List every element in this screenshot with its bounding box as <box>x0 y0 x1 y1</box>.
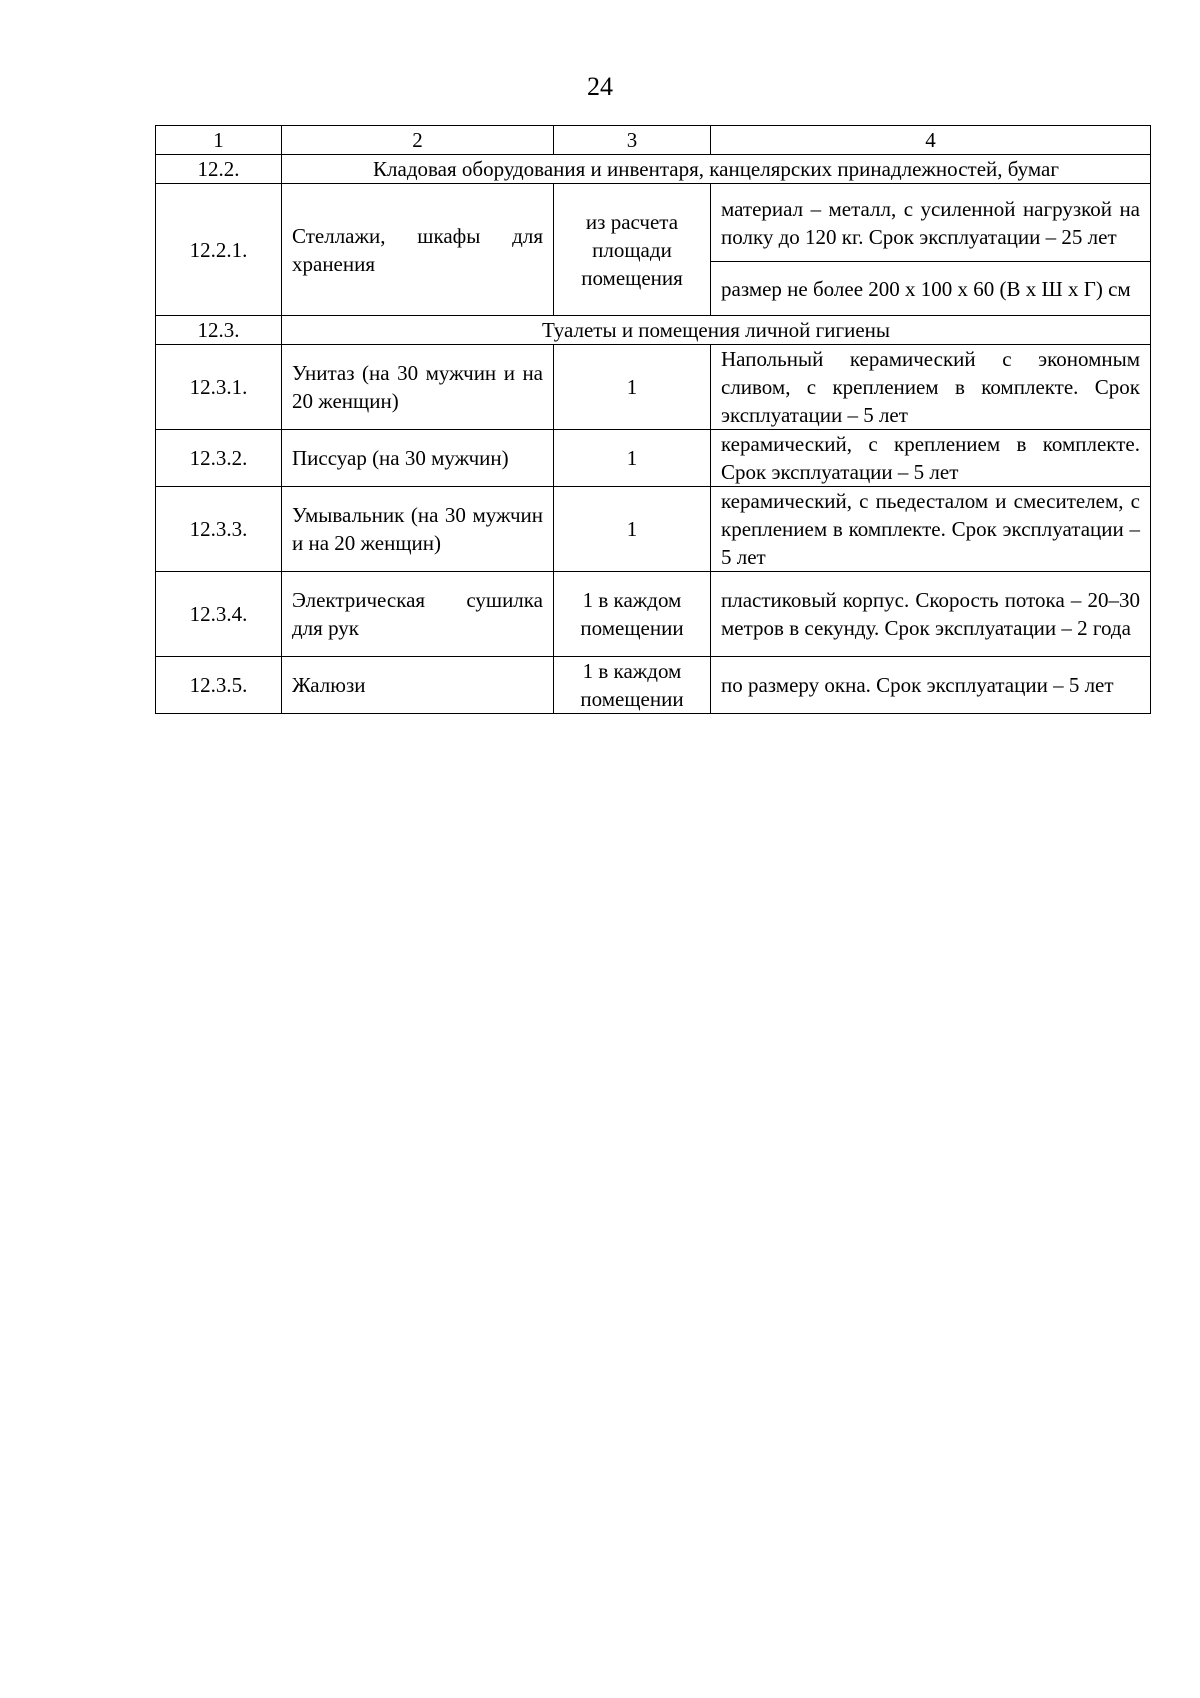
item-description: пластиковый корпус. Скорость потока – 20–30 метров в секунду. Срок эксплуатации – 2 года <box>711 572 1151 657</box>
item-name: Электрическая сушилка для рук <box>282 572 554 657</box>
section-row <box>156 316 1151 345</box>
item-description: керамический, с пьедесталом и смесителем, с креплением в комплекте. Срок эксплуатации – 5 лет <box>711 487 1151 572</box>
section-number: 12.2. <box>156 155 282 184</box>
column-header-2: 2 <box>282 126 554 155</box>
table-header-row <box>156 126 1151 155</box>
item-description: по размеру окна. Срок эксплуатации – 5 лет <box>711 657 1151 714</box>
item-quantity: из расчета площади помещения <box>554 184 711 316</box>
item-name: Унитаз (на 30 мужчин и на 20 женщин) <box>282 345 554 430</box>
table-row <box>156 345 1151 430</box>
item-description: Напольный керамический с экономным сливом, с креплением в комплекте. Срок эксплуатации – 5 лет <box>711 345 1151 430</box>
section-title: Туалеты и помещения личной гигиены <box>282 316 1151 345</box>
item-name: Жалюзи <box>282 657 554 714</box>
item-number: 12.3.4. <box>156 572 282 657</box>
table-row <box>156 487 1151 572</box>
item-number: 12.3.2. <box>156 430 282 487</box>
section-number: 12.3. <box>156 316 282 345</box>
section-row <box>156 155 1151 184</box>
table-row <box>156 657 1151 714</box>
item-name: Умывальник (на 30 мужчин и на 20 женщин) <box>282 487 554 572</box>
item-description: материал – металл, с усиленной нагрузкой на полку до 120 кг. Срок эксплуатации – 25 лет <box>711 184 1151 262</box>
column-header-1: 1 <box>156 126 282 155</box>
item-quantity: 1 в каждом помещении <box>554 657 711 714</box>
table-row <box>156 430 1151 487</box>
item-number: 12.3.3. <box>156 487 282 572</box>
item-name: Стеллажи, шкафы для хранения <box>282 184 554 316</box>
item-number: 12.3.1. <box>156 345 282 430</box>
table-row <box>156 184 1151 262</box>
table-row <box>156 572 1151 657</box>
item-number: 12.2.1. <box>156 184 282 316</box>
item-name: Писсуар (на 30 мужчин) <box>282 430 554 487</box>
item-quantity: 1 <box>554 430 711 487</box>
column-header-3: 3 <box>554 126 711 155</box>
item-quantity: 1 <box>554 345 711 430</box>
item-number: 12.3.5. <box>156 657 282 714</box>
item-quantity: 1 в каждом помещении <box>554 572 711 657</box>
item-description: керамический, с креплением в комплекте. Срок эксплуатации – 5 лет <box>711 430 1151 487</box>
item-description: размер не более 200 x 100 x 60 (В x Ш x Г) см <box>711 262 1151 316</box>
column-header-4: 4 <box>711 126 1151 155</box>
section-title: Кладовая оборудования и инвентаря, канцелярских принадлежностей, бумаг <box>282 155 1151 184</box>
equipment-table <box>155 125 1151 714</box>
page-number: 24 <box>587 72 613 101</box>
item-quantity: 1 <box>554 487 711 572</box>
